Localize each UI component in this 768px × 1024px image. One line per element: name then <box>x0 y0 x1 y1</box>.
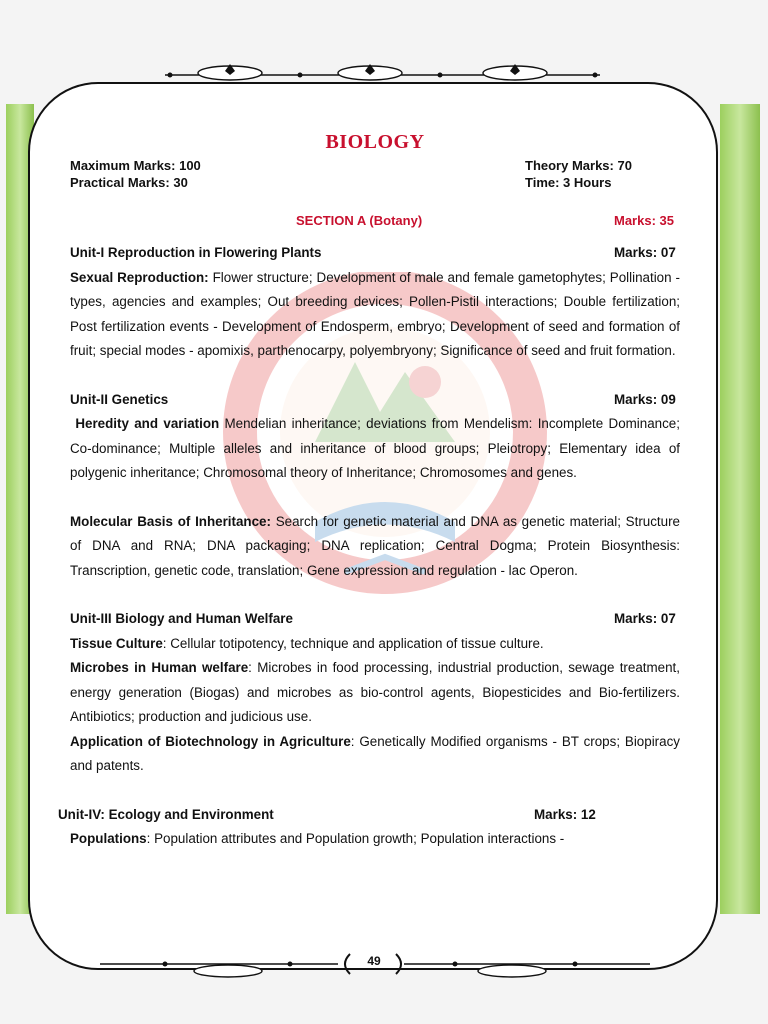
page-title: BIOLOGY <box>325 131 425 153</box>
unit-1-title: Unit-I Reproduction in Flowering Plants <box>70 245 322 260</box>
unit-2-heading <box>70 388 680 413</box>
unit-4-heading <box>58 803 600 828</box>
unit-4-paragraph <box>70 827 680 852</box>
page-number: 49 <box>367 954 381 968</box>
unit-3-paragraph-3 <box>70 730 680 779</box>
unit-4-marks: Marks: 12 <box>534 806 596 822</box>
time-allowed: Time: 3 Hours <box>525 174 612 190</box>
unit-2-p2-text: Search for genetic material and DNA as genetic material; Structure of DNA and RNA; DNA packaging; DNA replication; Central Dogma; Protein Biosynthesis: Transcription, genetic code, translation; Gene expression and regulation - lac Operon. <box>70 513 680 578</box>
section-marks: Marks: 35 <box>614 212 674 228</box>
unit-1-marks: Marks: 07 <box>614 245 676 260</box>
unit-3-p2-text: : Microbes in food processing, industrial production, sewage treatment, energy generation (Biogas) and microbes as bio-control agents, Biopesticides and Bio-fertilizers. Antibiotics; production and judicious use. <box>70 660 680 724</box>
unit-2-title: Unit-II Genetics <box>70 391 169 407</box>
unit-3-marks: Marks: 07 <box>614 611 676 626</box>
unit-2-paragraph-2 <box>70 510 680 584</box>
unit-3-paragraph-2 <box>70 656 680 730</box>
footer-page-number-row <box>0 952 768 976</box>
unit-2-p1-text: Mendelian inheritance; deviations from Mendelism: Incomplete Dominance; Co-dominance; Multiple alleles and inheritance of blood groups; Pleiotropy; Elementary idea of polygenic inheritance; Chromosomal theory of Inheritance; Chromosomes and genes. <box>70 416 680 480</box>
unit-3-p3-label: Application of Biotechnology in Agriculture <box>70 733 351 749</box>
marks-row-1 <box>70 157 680 174</box>
unit-3-heading <box>70 607 680 632</box>
unit-1-p1-text: Flower structure; Development of male and female gametophytes; Pollination - types, agencies and examples; Out breeding devices; Pollen-Pistil interactions; Double fertilization; Post fertilization events - Development of Endosperm, embryo; Development of seed and formation of fruit; special modes - apomixis, parthenocarpy, polyembryony; Significance of seed and fruit formation. <box>70 269 680 358</box>
unit-3-p3-text: : Genetically Modified organisms - BT crops; Biopiracy and patents. <box>70 733 680 773</box>
syllabus-content <box>58 120 680 852</box>
marks-row-2 <box>70 174 680 191</box>
unit-4-title: Unit-IV: Ecology and Environment <box>58 806 274 822</box>
practical-marks: Practical Marks: 30 <box>70 174 188 190</box>
right-green-border <box>720 104 760 914</box>
unit-3-paragraph-1 <box>70 632 680 657</box>
unit-1-p1-label: Sexual Reproduction: <box>70 269 209 285</box>
section-label: SECTION A (Botany) <box>296 212 423 228</box>
unit-1-heading <box>70 241 680 266</box>
unit-4-p1-text: : Population attributes and Population growth; Population interactions - <box>146 831 565 846</box>
unit-4-p1-label: Populations <box>70 831 147 846</box>
unit-1-paragraph <box>70 266 680 364</box>
unit-3-p1-label: Tissue Culture <box>70 635 163 651</box>
unit-3-p1-text: : Cellular totipotency, technique and application of tissue culture. <box>162 635 544 651</box>
unit-2-marks: Marks: 09 <box>614 391 676 407</box>
unit-2-p1-label: Heredity and variation <box>75 416 220 431</box>
maximum-marks: Maximum Marks: 100 <box>70 157 201 173</box>
unit-2-paragraph-1 <box>70 412 680 486</box>
unit-2-p2-label: Molecular Basis of Inheritance: <box>70 513 271 529</box>
unit-3-title: Unit-III Biology and Human Welfare <box>70 611 293 626</box>
theory-marks: Theory Marks: 70 <box>525 157 632 173</box>
unit-3-p2-label: Microbes in Human welfare <box>70 660 249 675</box>
section-heading <box>70 209 680 234</box>
top-ornament-divider <box>0 62 768 82</box>
